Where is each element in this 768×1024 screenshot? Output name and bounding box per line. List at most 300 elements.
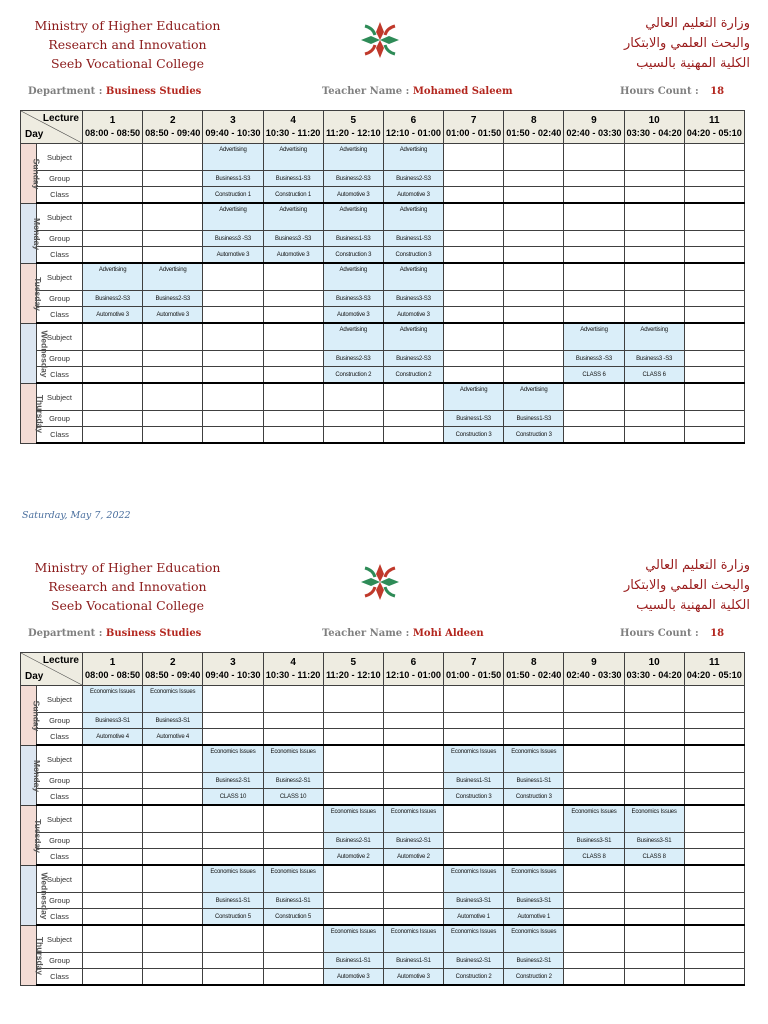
schedule-cell: Automotive 3 (323, 187, 383, 204)
empty-cell (383, 773, 443, 789)
college-logo-icon (355, 18, 405, 62)
empty-cell (564, 383, 624, 411)
header-ar-line: وزارة التعليم العالي (645, 16, 750, 31)
empty-cell (203, 849, 263, 866)
period-number: 5 (350, 115, 357, 126)
empty-cell (444, 144, 504, 171)
row-label: Class (37, 969, 83, 986)
empty-cell (83, 383, 143, 411)
empty-cell (83, 323, 143, 351)
empty-cell (564, 745, 624, 773)
empty-cell (444, 187, 504, 204)
empty-cell (383, 383, 443, 411)
empty-cell (504, 171, 564, 187)
day-row (21, 247, 745, 264)
header-row (21, 653, 745, 686)
department-label (28, 628, 201, 639)
period-number: 2 (169, 115, 176, 126)
schedule-cell: Business3-S1 (504, 893, 564, 909)
empty-cell (143, 383, 203, 411)
empty-cell (564, 969, 624, 986)
row-label: Class (37, 247, 83, 264)
schedule-cell: Business1-S1 (323, 953, 383, 969)
empty-cell (624, 773, 684, 789)
empty-cell (684, 367, 744, 384)
empty-cell (504, 367, 564, 384)
empty-cell (684, 713, 744, 729)
day-cell (21, 383, 46, 443)
schedule-cell: Business3 -S3 (263, 231, 323, 247)
college-logo-icon (355, 560, 405, 604)
schedule-cell: Construction 3 (323, 247, 383, 264)
empty-cell (624, 187, 684, 204)
schedule-cell: Advertising (323, 263, 383, 291)
empty-cell (203, 263, 263, 291)
period-time: 01:00 - 01:50 (446, 670, 502, 680)
empty-cell (383, 729, 443, 746)
period-header (684, 653, 744, 686)
empty-cell (444, 231, 504, 247)
header-english (20, 558, 235, 615)
empty-cell (263, 383, 323, 411)
empty-cell (143, 969, 203, 986)
schedule-cell: Business2-S3 (143, 291, 203, 307)
department-value: Business Studies (105, 86, 202, 97)
period-time: 08:50 - 09:40 (145, 670, 201, 680)
period-time: 02:40 - 03:30 (566, 128, 622, 138)
day-row (21, 773, 745, 789)
schedule-cell: CLASS 10 (203, 789, 263, 806)
empty-cell (444, 263, 504, 291)
empty-cell (323, 909, 383, 926)
empty-cell (564, 729, 624, 746)
schedule-cell: Economics Issues (504, 865, 564, 893)
empty-cell (684, 427, 744, 444)
schedule-cell: Construction 1 (263, 187, 323, 204)
empty-cell (323, 383, 383, 411)
empty-cell (83, 925, 143, 953)
empty-cell (143, 849, 203, 866)
empty-cell (263, 849, 323, 866)
empty-cell (444, 833, 504, 849)
empty-cell (624, 383, 684, 411)
empty-cell (564, 953, 624, 969)
day-row (21, 171, 745, 187)
period-number: 11 (709, 115, 720, 126)
header-row (21, 111, 745, 144)
empty-cell (684, 686, 744, 713)
empty-cell (504, 247, 564, 264)
day-name: Tuesday (32, 277, 43, 311)
empty-cell (83, 427, 143, 444)
empty-cell (504, 291, 564, 307)
schedule-cell: Economics Issues (323, 925, 383, 953)
schedule-cell: Automotive 3 (383, 187, 443, 204)
empty-cell (323, 686, 383, 713)
empty-cell (684, 307, 744, 324)
empty-cell (383, 893, 443, 909)
period-header (624, 111, 684, 144)
schedule-cell: Advertising (203, 203, 263, 231)
period-header (203, 653, 263, 686)
empty-cell (684, 729, 744, 746)
empty-cell (323, 729, 383, 746)
header-ar-line: الكلية المهنية بالسيب (636, 598, 750, 613)
empty-cell (624, 909, 684, 926)
period-time: 09:40 - 10:30 (205, 128, 261, 138)
teacher-label (322, 86, 513, 97)
schedule-cell: CLASS 8 (624, 849, 684, 866)
schedule-cell: Advertising (323, 203, 383, 231)
schedule-cell: Business1-S3 (203, 171, 263, 187)
empty-cell (684, 745, 744, 773)
schedule-cell: Business1-S3 (323, 231, 383, 247)
period-number: 11 (709, 657, 720, 668)
schedule-cell: Economics Issues (564, 805, 624, 833)
empty-cell (624, 745, 684, 773)
empty-cell (444, 203, 504, 231)
schedule-cell: Business3 -S3 (203, 231, 263, 247)
schedule-cell: CLASS 6 (624, 367, 684, 384)
schedule-cell: Advertising (143, 263, 203, 291)
header-en-line: Ministry of Higher Education (34, 18, 221, 33)
schedule-cell: Business2-S1 (263, 773, 323, 789)
empty-cell (143, 231, 203, 247)
schedule-cell: Advertising (383, 144, 443, 171)
schedule-cell: Construction 5 (203, 909, 263, 926)
empty-cell (504, 307, 564, 324)
empty-cell (263, 351, 323, 367)
empty-cell (504, 686, 564, 713)
department-caption: Department : (28, 628, 103, 639)
schedule-cell: Automotive 2 (383, 849, 443, 866)
schedule-cell: Automotive 1 (444, 909, 504, 926)
period-header (143, 653, 203, 686)
schedule-cell: Business2-S1 (323, 833, 383, 849)
schedule-cell: Advertising (83, 263, 143, 291)
empty-cell (203, 427, 263, 444)
department-label (28, 86, 201, 97)
period-time: 08:50 - 09:40 (145, 128, 201, 138)
schedule-cell: Economics Issues (504, 925, 564, 953)
teacher-label (322, 628, 484, 639)
empty-cell (624, 969, 684, 986)
schedule-cell: Advertising (323, 144, 383, 171)
schedule-cell: Business2-S1 (444, 953, 504, 969)
empty-cell (83, 187, 143, 204)
schedule-cell: Business3 -S3 (564, 351, 624, 367)
day-cell (21, 686, 42, 746)
empty-cell (564, 291, 624, 307)
period-time: 08:00 - 08:50 (85, 670, 141, 680)
period-number: 7 (470, 115, 477, 126)
empty-cell (323, 427, 383, 444)
empty-cell (564, 263, 624, 291)
empty-cell (383, 411, 443, 427)
day-row (21, 351, 745, 367)
empty-cell (624, 307, 684, 324)
empty-cell (83, 865, 143, 893)
empty-cell (624, 427, 684, 444)
header-arabic (550, 14, 750, 74)
empty-cell (564, 686, 624, 713)
row-label: Group (37, 953, 83, 969)
empty-cell (444, 729, 504, 746)
header-en-line: Research and Innovation (48, 579, 207, 594)
schedule-cell: Advertising (263, 203, 323, 231)
schedule-cell: Automotive 3 (143, 307, 203, 324)
empty-cell (83, 953, 143, 969)
empty-cell (684, 969, 744, 986)
row-label: Subject (37, 805, 83, 833)
schedule-cell: Automotive 3 (203, 247, 263, 264)
schedule-cell: Business3-S1 (143, 713, 203, 729)
empty-cell (143, 351, 203, 367)
empty-cell (564, 865, 624, 893)
empty-cell (83, 909, 143, 926)
day-row (21, 729, 745, 746)
empty-cell (83, 833, 143, 849)
timetable-grid (20, 652, 745, 986)
empty-cell (263, 323, 323, 351)
empty-cell (203, 367, 263, 384)
row-label: Class (37, 849, 83, 866)
empty-cell (624, 291, 684, 307)
empty-cell (564, 203, 624, 231)
empty-cell (383, 686, 443, 713)
empty-cell (624, 686, 684, 713)
empty-cell (684, 203, 744, 231)
empty-cell (203, 713, 263, 729)
empty-cell (83, 805, 143, 833)
schedule-cell: Construction 2 (383, 367, 443, 384)
empty-cell (624, 144, 684, 171)
timetable-grid (20, 110, 745, 444)
period-number: 3 (230, 115, 236, 126)
empty-cell (143, 144, 203, 171)
schedule-cell: Advertising (383, 323, 443, 351)
schedule-cell: Automotive 3 (83, 307, 143, 324)
empty-cell (624, 925, 684, 953)
day-row (21, 367, 745, 384)
teacher-caption: Teacher Name : (322, 628, 410, 639)
empty-cell (444, 291, 504, 307)
lecture-day-corner (21, 111, 83, 144)
schedule-cell: Construction 3 (444, 427, 504, 444)
schedule-cell: Business1-S3 (263, 171, 323, 187)
empty-cell (83, 231, 143, 247)
schedule-cell: CLASS 8 (564, 849, 624, 866)
period-header (83, 111, 143, 144)
schedule-cell: Business3-S1 (624, 833, 684, 849)
row-label: Subject (37, 686, 83, 713)
empty-cell (323, 745, 383, 773)
schedule-cell: Construction 5 (263, 909, 323, 926)
period-header (624, 653, 684, 686)
empty-cell (684, 144, 744, 171)
schedule-cell: Economics Issues (624, 805, 684, 833)
empty-cell (263, 411, 323, 427)
schedule-cell: Economics Issues (323, 805, 383, 833)
empty-cell (323, 773, 383, 789)
schedule-cell: Automotive 3 (263, 247, 323, 264)
schedule-cell: Economics Issues (203, 865, 263, 893)
day-label: Day (25, 671, 44, 682)
empty-cell (444, 713, 504, 729)
empty-cell (684, 925, 744, 953)
header-en-line: Ministry of Higher Education (34, 560, 221, 575)
empty-cell (263, 686, 323, 713)
schedule-cell: Business2-S1 (203, 773, 263, 789)
day-row (21, 805, 745, 833)
period-number: 3 (230, 657, 236, 668)
empty-cell (624, 953, 684, 969)
row-label: Group (37, 291, 83, 307)
header-arabic (550, 556, 750, 616)
row-label: Group (37, 893, 83, 909)
empty-cell (504, 729, 564, 746)
empty-cell (263, 291, 323, 307)
schedule-cell: Economics Issues (383, 805, 443, 833)
schedule-cell: Economics Issues (263, 865, 323, 893)
period-number: 7 (470, 657, 477, 668)
row-label: Group (37, 833, 83, 849)
empty-cell (564, 773, 624, 789)
day-name: Wednesday (39, 330, 50, 378)
empty-cell (444, 805, 504, 833)
schedule-cell: Automotive 1 (504, 909, 564, 926)
empty-cell (684, 263, 744, 291)
empty-cell (684, 171, 744, 187)
day-name: Thursday (35, 936, 46, 976)
day-row (21, 833, 745, 849)
empty-cell (323, 411, 383, 427)
period-header (444, 653, 504, 686)
lecture-day-corner (21, 653, 83, 686)
period-time: 01:50 - 02:40 (506, 128, 562, 138)
empty-cell (203, 805, 263, 833)
header-english (20, 16, 235, 73)
day-row (21, 411, 745, 427)
schedule-cell: Business1-S1 (444, 773, 504, 789)
day-row (21, 231, 745, 247)
empty-cell (383, 713, 443, 729)
period-header (263, 653, 323, 686)
header-ar-line: الكلية المهنية بالسيب (636, 56, 750, 71)
empty-cell (323, 893, 383, 909)
day-cell (21, 203, 43, 263)
empty-cell (83, 893, 143, 909)
schedule-cell: Business3 -S3 (624, 351, 684, 367)
empty-cell (143, 833, 203, 849)
row-label: Subject (37, 203, 83, 231)
schedule-cell: Economics Issues (444, 865, 504, 893)
empty-cell (203, 729, 263, 746)
empty-cell (444, 686, 504, 713)
empty-cell (684, 187, 744, 204)
schedule-cell: Business2-S1 (383, 833, 443, 849)
department-value: Business Studies (105, 628, 202, 639)
empty-cell (564, 247, 624, 264)
empty-cell (684, 383, 744, 411)
day-row (21, 865, 745, 893)
lecture-label: Lecture (42, 113, 79, 124)
empty-cell (444, 367, 504, 384)
schedule-cell: Economics Issues (203, 745, 263, 773)
schedule-cell: Automotive 3 (323, 307, 383, 324)
header-en-line: Research and Innovation (48, 37, 207, 52)
empty-cell (383, 909, 443, 926)
period-number: 6 (410, 657, 417, 668)
period-time: 10:30 - 11:20 (265, 128, 321, 138)
schedule-cell: Business3-S1 (444, 893, 504, 909)
row-label: Class (37, 729, 83, 746)
period-header (383, 111, 443, 144)
row-label: Class (37, 909, 83, 926)
period-header (323, 653, 383, 686)
day-name: Tuesday (32, 819, 43, 853)
header-ar-line: والبحث العلمي والابتكار (624, 578, 750, 593)
empty-cell (203, 351, 263, 367)
schedule-cell: Business2-S1 (504, 953, 564, 969)
row-label: Group (37, 171, 83, 187)
period-time: 08:00 - 08:50 (85, 128, 141, 138)
period-header (323, 111, 383, 144)
empty-cell (143, 203, 203, 231)
hours-label (620, 86, 724, 97)
empty-cell (203, 833, 263, 849)
schedule-cell: Economics Issues (504, 745, 564, 773)
row-label: Class (37, 367, 83, 384)
empty-cell (203, 969, 263, 986)
print-date: Saturday, May 7, 2022 (22, 510, 131, 521)
empty-cell (323, 789, 383, 806)
empty-cell (444, 849, 504, 866)
empty-cell (263, 833, 323, 849)
row-label: Subject (37, 144, 83, 171)
day-name: Monday (32, 759, 43, 793)
day-row (21, 969, 745, 986)
schedule-cell: Advertising (323, 323, 383, 351)
empty-cell (83, 745, 143, 773)
schedule-cell: Economics Issues (83, 686, 143, 713)
empty-cell (83, 773, 143, 789)
empty-cell (564, 171, 624, 187)
schedule-cell: Construction 2 (504, 969, 564, 986)
period-header (143, 111, 203, 144)
empty-cell (83, 789, 143, 806)
period-time: 01:50 - 02:40 (506, 670, 562, 680)
empty-cell (684, 849, 744, 866)
schedule-cell: Business2-S3 (83, 291, 143, 307)
schedule-cell: Business1-S3 (504, 411, 564, 427)
schedule-cell: Automotive 4 (83, 729, 143, 746)
empty-cell (143, 909, 203, 926)
empty-cell (203, 307, 263, 324)
schedule-cell: Business3-S3 (323, 291, 383, 307)
schedule-cell: Construction 3 (504, 789, 564, 806)
schedule-cell: Construction 2 (444, 969, 504, 986)
empty-cell (203, 925, 263, 953)
empty-cell (624, 263, 684, 291)
empty-cell (684, 893, 744, 909)
period-number: 4 (290, 657, 296, 668)
period-number: 5 (350, 657, 357, 668)
day-cell (21, 745, 43, 805)
schedule-cell: CLASS 10 (263, 789, 323, 806)
row-label: Subject (37, 865, 83, 893)
schedule-cell: Economics Issues (444, 925, 504, 953)
